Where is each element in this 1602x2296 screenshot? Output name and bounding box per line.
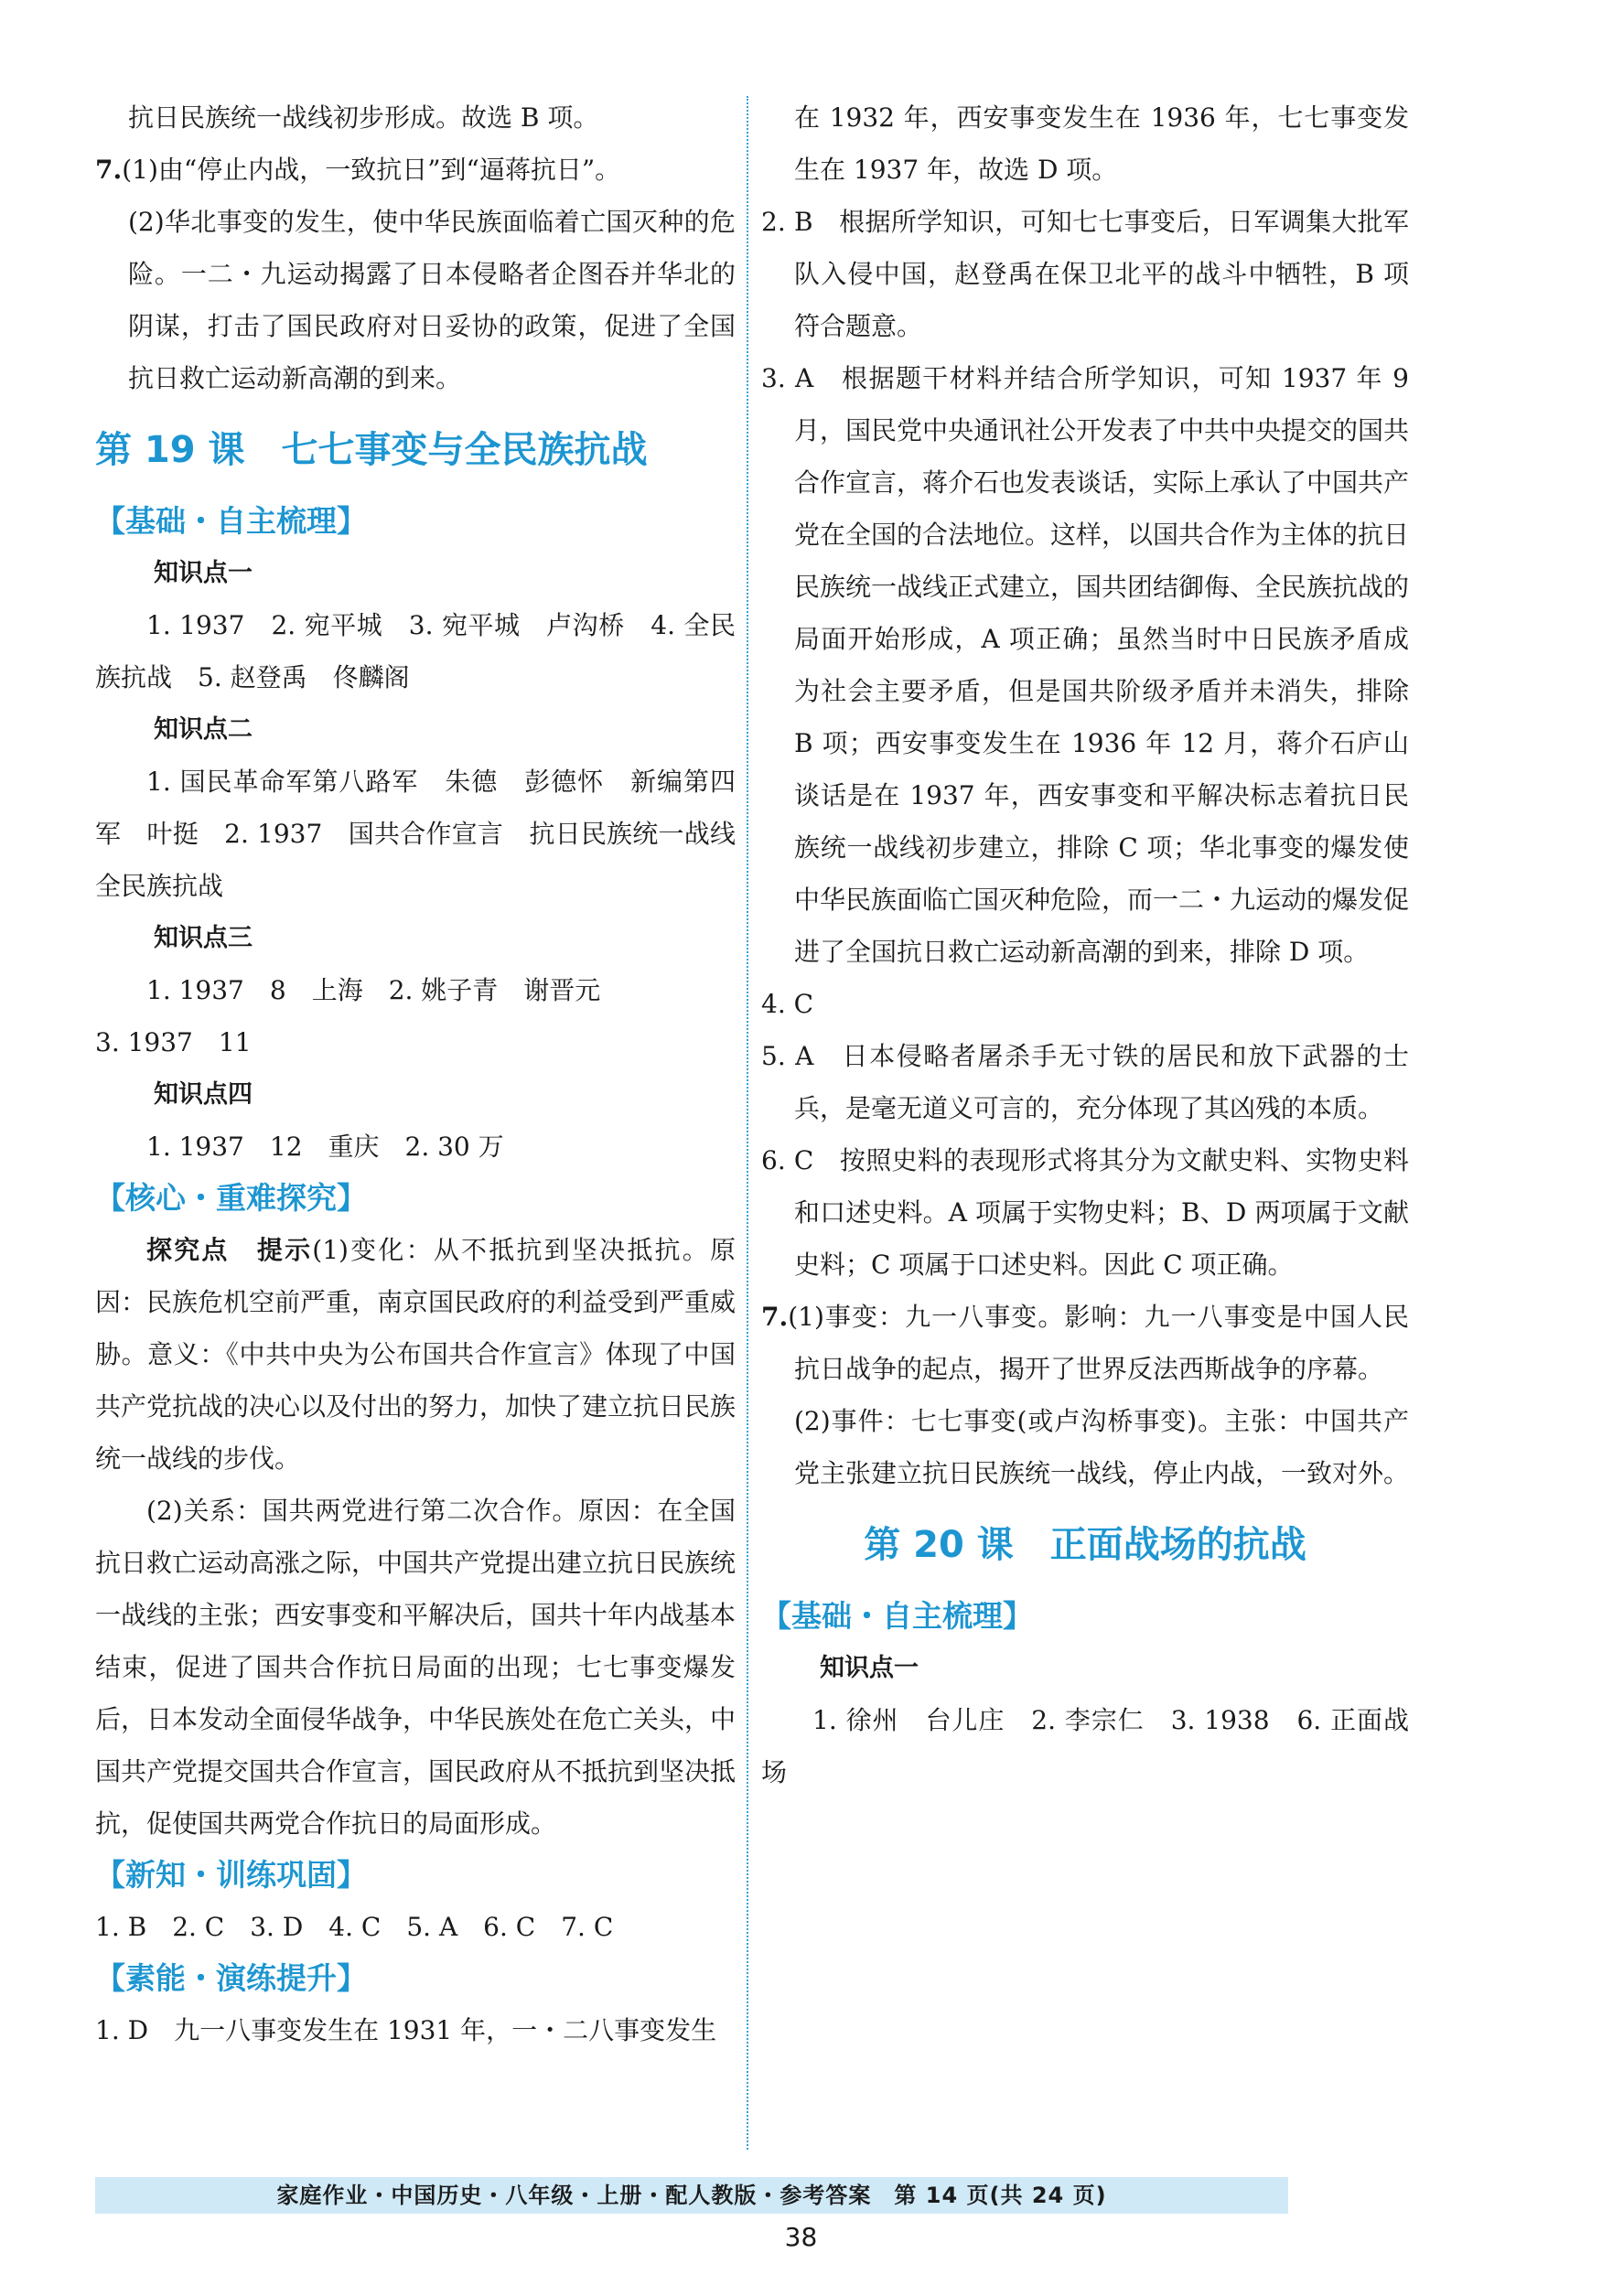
knowledge-point-3-title: 知识点三 <box>154 924 253 952</box>
knowledge-point-4-answers: 1. 1937 12 重庆 2. 30 万 <box>146 1132 504 1162</box>
skill-answer-q4: 4. C <box>761 989 814 1019</box>
section-basic: 【基础・自主梳理】 <box>95 503 367 539</box>
skill-answer-q3: 3. A 根据题干材料并结合所学知识，可知 1937 年 9 月，国民党中央通讯社公开发表了中共中央提交的国共合作宣言，蒋介石也发表谈话，实际上承认了中国共产党在全国的合法地位。这样，以国共合作为主体的抗日民族统一战线正式建立，国共团结御侮、全民族抗战的局面开始形成，A 项正确；虽然当时中日民族矛盾成为社会主要矛盾，但是国共阶级矛盾并未消失，排除 B 项；西安事变发生在 1936 年 12 月，蒋介石庐山谈话是在 1937 年，西安事变和平解决标志着抗日民族统一战线初步建立，排除 C 项；华北事变的爆发使中华民族面临亡国灭种危险，而一二・九运动的爆发促进了全国抗日救亡运动新高潮的到来，排除 D 项。 <box>761 363 1410 967</box>
section-core: 【核心・重难探究】 <box>95 1180 367 1216</box>
page-number: 38 <box>784 2222 818 2252</box>
right-column <box>761 91 1409 1798</box>
answer-continuation: 抗日民族统一战线初步形成。故选 B 项。 <box>128 102 599 133</box>
column-divider <box>747 96 748 2150</box>
left-column <box>95 91 762 2056</box>
skill-answer-q6: 6. C 按照史料的表现形式将其分为文献史料、实物史料和口述史料。A 项属于实物史料；B、D 两项属于文献史料；C 项属于口述史料。因此 C 项正确。 <box>761 1145 1409 1280</box>
knowledge-point-2-answers: 1. 国民革命军第八路军 朱德 彭德怀 新编第四军 叶挺 2. 1937 国共合作宣言 抗日民族统一战线 全民族抗战 <box>95 767 762 901</box>
section-new: 【新知・训练巩固】 <box>95 1857 367 1893</box>
skill-answer-q7-part1: 7.(1)事变：九一八事变。影响：九一八事变是中国人民抗日战争的起点，揭开了世界反法西斯战争的序幕。 <box>761 1302 1409 1384</box>
knowledge-point-1-answers: 1. 1937 2. 宛平城 3. 宛平城 卢沟桥 4. 全民族抗战 5. 赵登禹 佟麟阁 <box>95 610 736 692</box>
skill-answer-q7-part2: (2)事件：七七事变(或卢沟桥事变)。主张：中国共产党主张建立抗日民族统一战线，停止内战，一致对外。 <box>794 1406 1410 1488</box>
knowledge-point-2-title: 知识点二 <box>154 715 253 744</box>
lesson20-knowledge-point-1-answers: 1. 徐州 台儿庄 2. 李宗仁 3. 1938 6. 正面战场 <box>761 1705 1409 1787</box>
lesson-20-title: 第 20 课 正面战场的抗战 <box>864 1524 1306 1566</box>
skill-answer-q1: 1. D 九一八事变发生在 1931 年，一・二八事变发生 <box>95 2015 717 2045</box>
knowledge-point-1-title: 知识点一 <box>154 559 253 587</box>
skill-answer-q1-cont: 在 1932 年，西安事变发生在 1936 年，七七事变发生在 1937 年，故选 D 项。 <box>794 102 1409 185</box>
answer-q7-part2: (2)华北事变的发生，使中华民族面临着亡国灭种的危险。一二・九运动揭露了日本侵略者企图吞并华北的阴谋，打击了国民政府对日妥协的政策，促进了全国抗日救亡运动新高潮的到来。 <box>128 207 736 393</box>
section-basic-20: 【基础・自主梳理】 <box>761 1598 1033 1634</box>
lesson-19-title: 第 19 课 七七事变与全民族抗战 <box>95 429 648 471</box>
explore-point-2: (2)关系：国共两党进行第二次合作。原因：在全国抗日救亡运动高涨之际，中国共产党提出建立抗日民族统一战线的主张；西安事变和平解决后，国共十年内战基本结束，促进了国共合作抗日局面的出现；七七事变爆发后，日本发动全面侵华战争，中华民族处在危亡关头，中国共产党提交国共合作宣言，国民政府从不抵抗到坚决抵抗，促使国共两党合作抗日的局面形成。 <box>95 1496 736 1839</box>
answer-q7-part1: 7.(1)由“停止内战，一致抗日”到“逼蒋抗日”。 <box>95 155 621 185</box>
lesson20-knowledge-point-1-title: 知识点一 <box>820 1654 919 1682</box>
footer-text: 家庭作业・中国历史・八年级・上册・配人教版・参考答案 第 14 页(共 24 页) <box>276 2183 1107 2208</box>
knowledge-point-4-title: 知识点四 <box>154 1080 253 1109</box>
explore-point-1: 探究点 提示(1)变化：从不抵抗到坚决抵抗。原因：民族危机空前严重，南京国民政府的利益受到严重威胁。意义：《中共中央为公布国共合作宣言》体现了中国共产党抗战的决心以及付出的努力，加快了建立抗日民族统一战线的步伐。 <box>95 1235 736 1474</box>
section-skill: 【素能・演练提升】 <box>95 1960 367 1996</box>
explore-label: 探究点 提示 <box>146 1235 313 1265</box>
skill-answer-q2: 2. B 根据所学知识，可知七七事变后，日军调集大批军队入侵中国，赵登禹在保卫北平的战斗中牺牲，B 项符合题意。 <box>761 207 1409 341</box>
knowledge-point-3-answers: 1. 1937 8 上海 2. 姚子青 谢晋元 <box>146 975 601 1005</box>
skill-answer-q5: 5. A 日本侵略者屠杀手无寸铁的居民和放下武器的士兵，是毫无道义可言的，充分体现了其凶残的本质。 <box>761 1041 1409 1123</box>
knowledge-point-3-answers-cont: 3. 1937 11 <box>95 1027 252 1057</box>
new-answers: 1. B 2. C 3. D 4. C 5. A 6. C 7. C <box>95 1912 614 1942</box>
